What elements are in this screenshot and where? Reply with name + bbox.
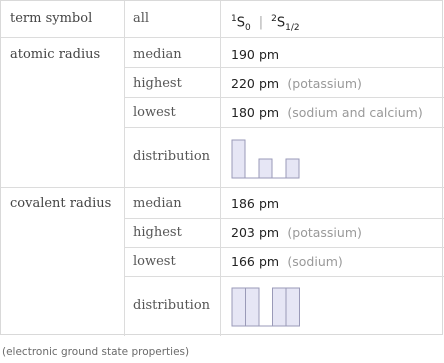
- term-symbol-values: [231, 11, 300, 36]
- covalent-lowest-value: [231, 254, 343, 271]
- term-1-letter: S: [236, 15, 245, 31]
- atomic-highest-number: 220: [231, 76, 255, 91]
- term-1-j: 0: [245, 22, 251, 33]
- term-2-multiplicity: 2: [271, 14, 277, 24]
- term-1-multiplicity: 1: [231, 14, 237, 24]
- atomic-lowest-number: 180: [231, 105, 255, 120]
- covalent-lowest-number: 166: [231, 254, 255, 269]
- covalent-median-value: [231, 196, 279, 213]
- atomic-highest-unit: pm: [259, 76, 280, 91]
- covalent-distribution-key: distribution: [133, 298, 211, 313]
- term-symbol-sublabel: all: [133, 11, 150, 26]
- covalent-median-key: median: [133, 196, 182, 211]
- atomic-distribution-key: distribution: [133, 149, 211, 164]
- covalent-highest-value: [231, 225, 362, 242]
- atomic-hist-bar: [259, 159, 272, 178]
- covalent-hist-bar: [273, 288, 287, 326]
- covalent-median-unit: pm: [259, 196, 280, 211]
- covalent-highest-unit: pm: [259, 225, 280, 240]
- covalent-highest-number: 203: [231, 225, 255, 240]
- atomic-median-number: 190: [231, 47, 255, 62]
- footer-note: (electronic ground state properties): [2, 346, 190, 358]
- atomic-median-value: [231, 47, 279, 64]
- term-separator: |: [258, 15, 264, 31]
- atomic-median-unit: pm: [259, 47, 280, 62]
- atomic-lowest-key: lowest: [133, 105, 176, 120]
- atomic-lowest-note: (sodium and calcium): [287, 105, 423, 120]
- atomic-median-key: median: [133, 47, 182, 62]
- covalent-distribution-histogram: [227, 283, 307, 331]
- covalent-highest-note: (potassium): [287, 225, 362, 240]
- atomic-highest-note: (potassium): [287, 76, 362, 91]
- atomic-lowest-value: [231, 105, 423, 122]
- atomic-radius-label: atomic radius: [10, 47, 101, 62]
- atomic-hist-bar: [232, 140, 245, 178]
- covalent-lowest-unit: pm: [259, 254, 280, 269]
- term-2-j: 1/2: [285, 22, 300, 33]
- atomic-highest-key: highest: [133, 76, 182, 91]
- atomic-hist-bar: [286, 159, 299, 178]
- covalent-hist-bar: [232, 288, 246, 326]
- covalent-lowest-note: (sodium): [287, 254, 343, 269]
- covalent-median-number: 186: [231, 196, 255, 211]
- covalent-highest-key: highest: [133, 225, 182, 240]
- covalent-hist-bar: [286, 288, 300, 326]
- covalent-hist-bar: [246, 288, 260, 326]
- term-symbol-label: term symbol: [10, 11, 93, 26]
- atomic-lowest-unit: pm: [259, 105, 280, 120]
- covalent-lowest-key: lowest: [133, 254, 176, 269]
- atomic-highest-value: [231, 76, 362, 93]
- covalent-radius-label: covalent radius: [10, 196, 112, 211]
- atomic-distribution-histogram: [227, 135, 307, 183]
- term-2-letter: S: [276, 15, 286, 31]
